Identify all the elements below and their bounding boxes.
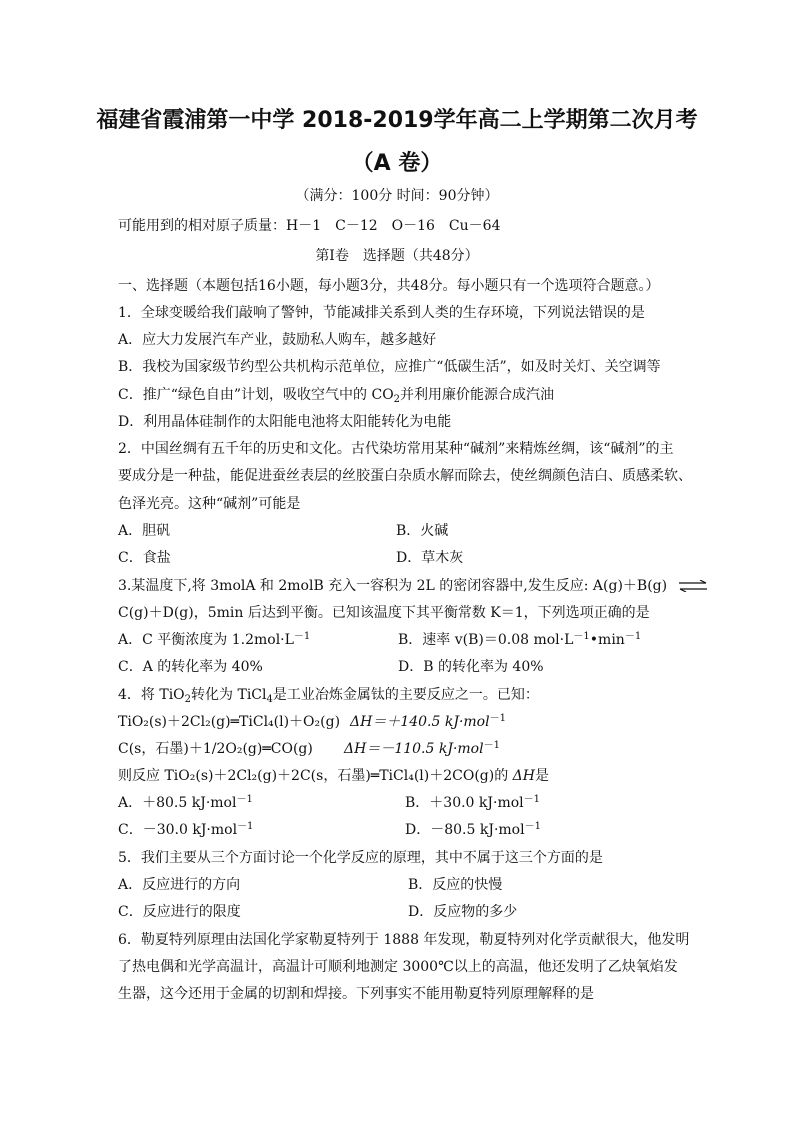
q1-option-c: C．推广“绿色自由”计划，吸收空气中的 $CO_2$并利用廉价能源合成汽油 — [118, 387, 555, 405]
q4-equation-2: C(s，石墨)＋1/2O₂(g)═CO(g) — [118, 741, 313, 757]
q4-equation-1-enthalpy: ΔH＝＋140.5 kJ·mol$^{-1}$ — [350, 713, 506, 730]
q2-option-a: A．胆矾 — [118, 523, 171, 539]
equilibrium-arrow-icon — [678, 580, 708, 592]
q5-stem: 5．我们主要从三个方面讨论一个化学反应的原理，其中不属于这三个方面的是 — [118, 850, 603, 866]
q4-option-d: D．－80.5 kJ·mol$^{-1}$ — [405, 821, 541, 838]
q2-option-d: D．草木灰 — [396, 550, 464, 566]
q4-option-a: A．＋80.5 kJ·mol$^{-1}$ — [118, 794, 253, 811]
q1-stem: 1．全球变暖给我们敲响了警钟，节能减排关系到人类的生存环境，下列说法错误的是 — [118, 305, 645, 321]
q5-option-c: C．反应进行的限度 — [118, 904, 241, 920]
exam-info: （满分：100分 时间：90分钟） — [295, 188, 499, 204]
q2-option-c: C．食盐 — [118, 550, 171, 566]
q3-stem-line-1: 3.某温度下,将 3molA 和 2molB 充入一容积为 2L 的密闭容器中,发生反应: A(g)＋B(g) — [118, 576, 708, 596]
q2-stem-line-2: 要成分是一种盐，能促进蚕丝表层的丝胶蛋白杂质水解而除去，使丝绸颜色洁白、质感柔软、 — [118, 468, 692, 484]
q3-option-c: C．A 的转化率为 40% — [118, 659, 263, 675]
q5-option-b: B．反应的快慢 — [408, 877, 503, 893]
q5-option-d: D．反应物的多少 — [408, 904, 518, 920]
q3-option-b: B．速率 v(B)＝0.08 $mol\cdot L^{-1}•\min^{-1}$ — [398, 631, 642, 648]
q4-target-reaction: 则反应 TiO₂(s)＋2Cl₂(g)＋2C(s，石墨)═TiCl₄(l)＋2CO(g)的 ΔH是 — [118, 768, 549, 784]
section-instructions: 一、选择题（本题包括16小题，每小题3分，共48分。每小题只有一个选项符合题意。） — [118, 278, 660, 294]
q4-option-b: B．＋30.0 kJ·mol$^{-1}$ — [405, 794, 541, 811]
q6-stem-line-3: 生器，这今还用于金属的切割和焊接。下列事实不能用勒夏特列原理解释的是 — [118, 986, 594, 1002]
q6-stem-line-1: 6．勒夏特列原理由法国化学家勒夏特列于 1888 年发现，勒夏特列对化学贡献很大，他发明 — [118, 932, 690, 948]
q4-equation-2-enthalpy: ΔH＝－110.5 kJ·mol$^{-1}$ — [344, 740, 500, 757]
atomic-mass-line: 可能用到的相对原子质量：H－1 C－12 O－16 Cu－64 — [118, 218, 501, 234]
q4-stem: 4．将 TiO$_2$转化为 TiCl$_4$是工业冶炼金属钛的主要反应之一。已知： — [118, 687, 539, 705]
q1-option-d: D．利用晶体硅制作的太阳能电池将太阳能转化为电能 — [118, 414, 452, 430]
q1-option-a: A．应大力发展汽车产业，鼓励私人购车，越多越好 — [118, 332, 437, 348]
q6-stem-line-2: 了热电偶和光学高温计，高温计可顺利地测定 3000℃以上的高温，他还发明了乙炔氧焰发 — [118, 959, 678, 975]
title-line-1: 福建省霞浦第一中学 2018-2019学年高二上学期第二次月考 — [96, 108, 698, 133]
q4-option-c: C．－30.0 kJ·mol$^{-1}$ — [118, 821, 254, 838]
part-heading: 第Ⅰ卷 选择题（共48分） — [315, 248, 479, 264]
q2-option-b: B．火碱 — [396, 523, 449, 539]
q5-option-a: A．反应进行的方向 — [118, 877, 241, 893]
q1-option-b: B．我校为国家级节约型公共机构示范单位，应推广“低碳生活”，如及时关灯、关空调等 — [118, 359, 661, 375]
q2-stem-line-1: 2．中国丝绸有五千年的历史和文化。古代染坊常用某种“碱剂”来精炼丝绸，该“碱剂”的主 — [118, 441, 674, 457]
q3-option-d: D．B 的转化率为 40% — [398, 659, 544, 675]
title-line-2: （A 卷） — [351, 151, 443, 176]
q4-equation-1: TiO₂(s)＋2Cl₂(g)═TiCl₄(l)＋O₂(g) — [118, 714, 341, 730]
q3-stem-line-2: C(g)＋D(g)，5min 后达到平衡。已知该温度下其平衡常数 K＝1，下列选项正确的是 — [118, 605, 650, 621]
q2-stem-line-3: 色泽光亮。这种“碱剂”可能是 — [118, 496, 301, 512]
q3-option-a: A．C 平衡浓度为 $1.2mol\cdot L^{-1}$ — [118, 631, 311, 648]
